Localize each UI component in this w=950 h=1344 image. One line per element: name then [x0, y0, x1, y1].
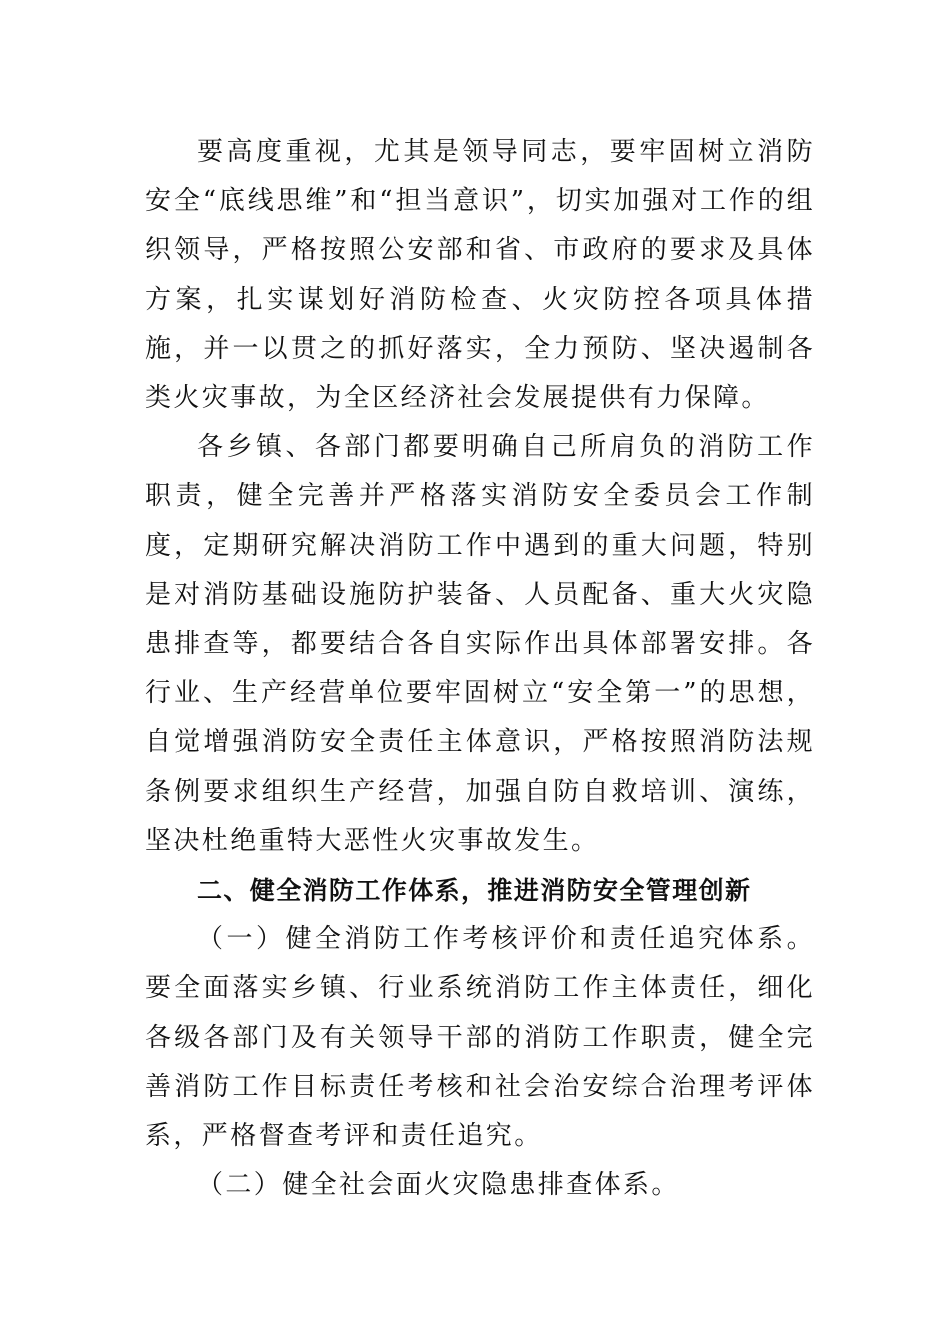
body-paragraph-1: 要高度重视，尤其是领导同志，要牢固树立消防安全“底线思维”和“担当意识”，切实加强对工作的组织领导，严格按照公安部和省、市政府的要求及具体方案，扎实谋划好消防检查、火灾防控各项具体措施，并一以贯之的抓好落实，全力预防、坚决遏制各类火灾事故，为全区经济社会发展提供有力保障。: [145, 137, 815, 414]
document-page: [145, 128, 815, 1210]
section-heading: 二、健全消防工作体系，推进消防安全管理创新: [197, 876, 752, 906]
body-paragraph-3: （一）健全消防工作考核评价和责任追究体系。要全面落实乡镇、行业系统消防工作主体责任，细化各级各部门及有关领导干部的消防工作职责，健全完善消防工作目标责任考核和社会治安综合治理考评体系，严格督查考评和责任追究。: [145, 924, 815, 1152]
body-paragraph-4: （二）健全社会面火灾隐患排查体系。: [197, 1170, 680, 1201]
body-paragraph-2: 各乡镇、各部门都要明确自己所肩负的消防工作职责，健全完善并严格落实消防安全委员会工作制度，定期研究解决消防工作中遇到的重大问题，特别是对消防基础设施防护装备、人员配备、重大火灾隐患排查等，都要结合各自实际作出具体部署安排。各行业、生产经营单位要牢固树立“安全第一”的思想，自觉增强消防安全责任主体意识，严格按照消防法规条例要求组织生产经营，加强自防自救培训、演练，坚决杜绝重特大恶性火灾事故发生。: [145, 432, 815, 856]
